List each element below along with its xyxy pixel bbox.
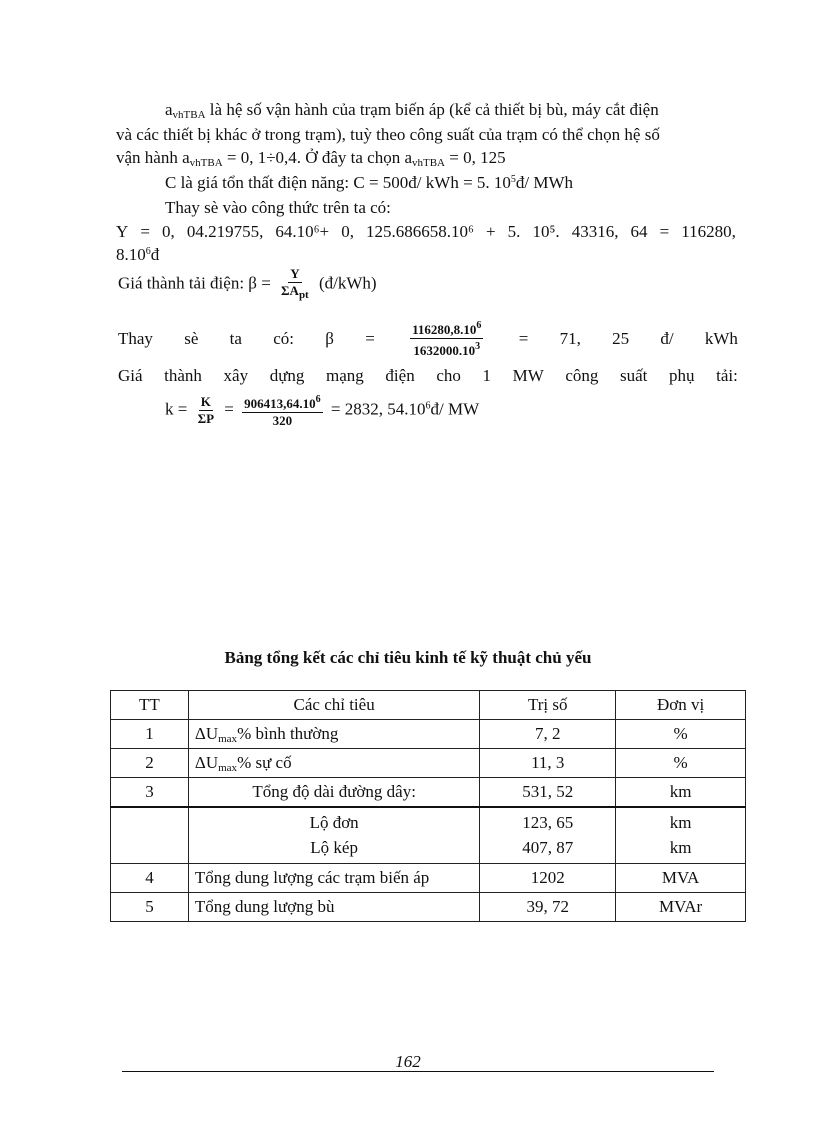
y-equation-cont: 8.10$^6$đ [116,245,160,264]
header-unit: Đơn vị [616,691,746,720]
header-tt: TT [111,691,189,720]
paragraph-line: vận hành $a_{vhTBA} = 0$, 1÷0,4. Ở đây ta chọn $a_{vhTBA} = 0$, 125 [116,148,506,169]
y-equation: Y = 0, 04.219755, 64.10⁶+ 0, 125.686658.10⁶ + 5. 10⁵. 43316, 64 = 116280, [116,222,736,241]
table-row: 1 $\Delta U_{max}\%$ bình thường 7, 2 % [111,720,746,749]
beta-fraction: $\frac{Y}{\Sigma A_{pt}}$ [281,266,309,301]
beta-calc-fraction: $\frac{116280,8.10^6}{1632000.10^3}$ [412,320,482,358]
beta-calc: Thay sè ta có: β = $\frac{116280,8.10^6}{1632000.10^3}$ = 71, 25 đ/ kWh [118,320,738,358]
k-formula: k = $\frac{K}{\Sigma P}$ = $\frac{906413,64.10^6}{320}$ = 2832, 54.10$^6$đ/ MW [165,394,480,428]
header-item: Các chỉ tiêu [188,691,479,720]
beta-formula: Giá thành tải điện: β = $\frac{Y}{\Sigma A_{pt}}$ (đ/kWh) [118,266,377,301]
paragraph-line: và các thiết bị khác ở trong trạm), tuỳ theo công suất của trạm có thể chọn hệ số [116,125,660,144]
header-value: Trị số [480,691,616,720]
table-row: 2 $\Delta U_{max}\%$ sự cố 11, 3 % [111,749,746,778]
footer-divider [122,1071,714,1072]
summary-table [110,690,746,922]
table-row: Lộ đơn Lộ kép 123, 65 407, 87 km km [111,807,746,863]
construction-cost-line: Giá thành xây dựng mạng điện cho 1 MW công suất phụ tải: [118,366,738,385]
cost-line: C là giá tổn thất điện năng: C = 500đ/ kWh = 5. $10^5đ/$ MWh [165,173,574,192]
table-header-row [111,691,746,720]
k-value-fraction: $\frac{906413,64.10^6}{320}$ [244,394,321,428]
page-number: 162 [395,1052,421,1071]
table-row: 4 Tổng dung lượng các trạm biến áp 1202 MVA [111,863,746,892]
paragraph-line: Thay sè vào công thức trên ta có: [165,198,391,217]
paragraph-line: $a_{vhTBA}$ là hệ số vận hành của trạm biến áp (kể cả thiết bị bù, máy cắt điện [165,100,659,121]
table-row: 3 Tổng độ dài đường dây: 531, 52 km [111,778,746,808]
table-title: Bảng tổng kết các chỉ tiêu kinh tế kỹ thuật chủ yếu [224,648,592,667]
k-fraction: $\frac{K}{\Sigma P}$ [197,394,215,426]
table-row: 5 Tổng dung lượng bù 39, 72 MVAr [111,892,746,921]
